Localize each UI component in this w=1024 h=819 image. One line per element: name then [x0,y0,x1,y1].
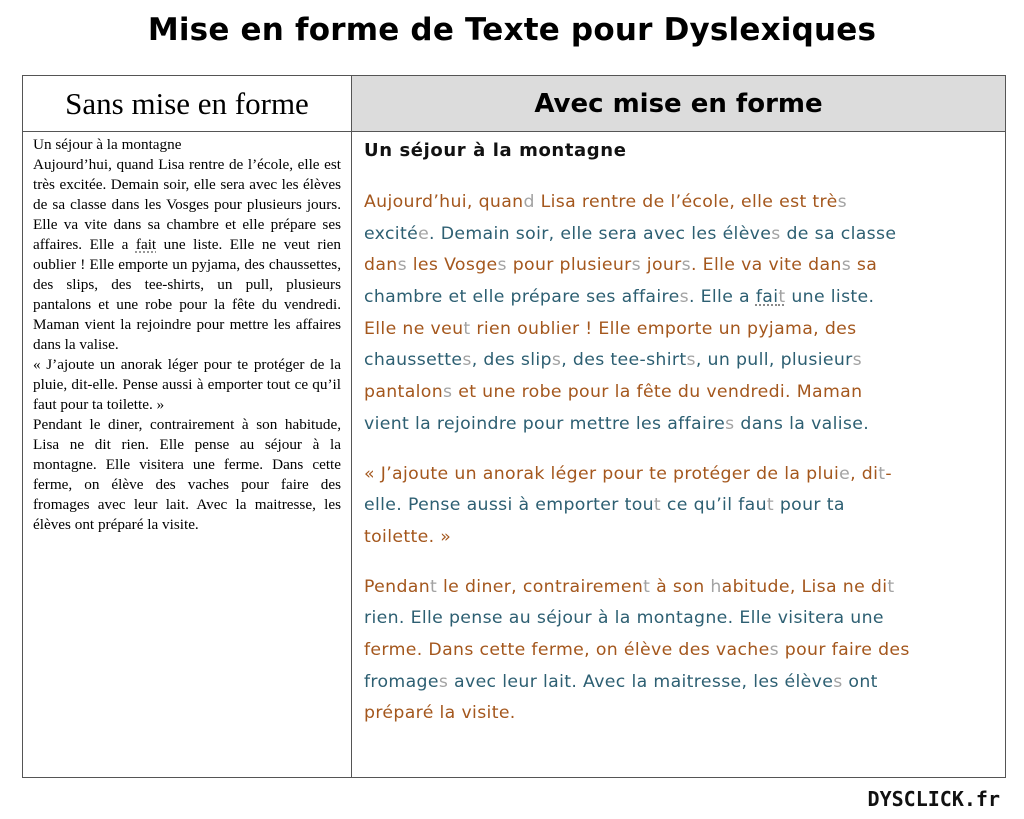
paragraph-1-text-start: Aujourd’hui, quand Lisa rentre de l’école, elle est très excitée. Demain soir, elle sera avec les élèves de sa classe dans les Vosges pour plusieurs jours. Elle va vite dans sa chambre et elle prépare ses affaires. Elle a [33,156,341,253]
silent-letter: d [523,192,535,212]
brand-footer: DYSCLICK.fr [867,787,1000,811]
text-segment: chambre et elle prépare ses affaire [364,287,680,308]
text-segment: . Elle a [688,287,756,308]
formatted-line [364,635,995,667]
text-segment: pour faire des [778,639,910,660]
text-segment: ferme. Dans cette ferme, on élève des vache [364,639,770,660]
silent-letter: s [837,192,847,212]
unformatted-paragraph-1 [33,155,341,355]
silent-letter: t [463,318,471,339]
unformatted-paragraph-2: « J’ajoute un anorak léger pour te protéger de la pluie, dit-elle. Pense aussi à emporter tout ce qu’il faut pour ta toilette. » [33,356,341,413]
silent-letter: s [443,382,453,403]
formatted-line [364,603,995,635]
text-segment: , un pull, plusieur [695,350,853,371]
formatted-story-title: Un séjour à la montagne [364,140,627,161]
text-segment: ont [842,671,878,692]
text-segment: les Vosge [406,255,498,276]
text-segment: - [885,463,892,484]
text-segment: une liste. [785,287,875,308]
formatted-line [364,345,995,377]
text-segment: pour plusieur [506,255,632,276]
text-segment: fai [755,287,779,308]
silent-letter: t [878,463,886,484]
formatted-line [364,572,995,604]
unformatted-text-column [23,132,352,777]
silent-letter: s [462,350,472,371]
silent-letter: t [887,576,895,597]
text-segment: de sa classe [780,223,897,244]
text-segment: abitude, Lisa ne di [721,576,888,597]
text-segment: rien oublier ! Elle emporte un pyjama, des [470,318,857,339]
page-title: Mise en forme de Texte pour Dyslexiques [147,12,877,48]
text-segment: fromage [364,671,439,692]
silent-letter: s [497,255,507,276]
text-segment: vient la rejoindre pour mettre les affaire [364,413,726,434]
text-segment: rien. Elle pense au séjour à la montagne. Elle visitera une [364,608,884,629]
text-segment: . Demain soir, elle sera avec les élève [429,223,772,244]
formatted-paragraph-2 [364,459,995,554]
silent-letter: s [438,671,449,692]
text-segment: toilette. » [364,526,452,547]
text-segment: elle. Pense aussi à emporter tou [364,495,654,516]
formatted-line [364,250,995,282]
text-segment: le diner, contrairemen [437,576,644,597]
text-segment: Lisa rentre de l’école, elle est trè [534,192,838,212]
formatted-line [364,314,995,346]
silent-letter: s [725,413,735,434]
unformatted-paragraph-3: Pendant le diner, contrairement à son habitude, Lisa ne dit rien. Elle pense au séjour à la montagne. Elle visitera une ferme. Dans cette ferme, on élève des vaches pour faire des fromages avec leur lait. Avec la maitresse, les élèves ont préparé la visite. [33,416,341,533]
text-segment: et une robe pour la fête du vendredi. Maman [452,382,863,403]
text-segment: ce qu’il fau [661,495,767,516]
formatted-paragraph-1 [364,187,995,441]
formatted-paragraphs [364,187,995,730]
text-segment: Elle ne veu [364,318,464,339]
silent-letter: t [643,576,651,597]
underlined-word: fait [135,236,157,253]
formatted-text-column [352,132,1005,777]
silent-letter: t [430,576,438,597]
silent-letter: t [653,495,662,516]
text-segment: pour ta [774,495,845,516]
formatted-line [364,282,995,314]
silent-letter: s [852,350,862,371]
silent-letter: s [686,350,696,371]
formatted-line [364,187,995,219]
silent-letter: s [679,287,689,308]
silent-letter: t [778,287,786,308]
comparison-table [22,75,1006,778]
text-segment: , des tee-shirt [561,350,687,371]
text-segment: préparé la visite. [364,703,516,724]
silent-letter: s [681,255,691,276]
text-segment: . Elle va vite dan [691,255,842,276]
silent-letter: s [841,255,852,276]
text-segment: , di [850,463,879,484]
silent-letter: s [551,350,562,371]
formatted-line [364,522,995,554]
paragraph-1-text-end: une liste. Elle ne veut rien oublier ! Elle emporte un pyjama, des chaussettes, des slips, des tee-shirts, un pull, plusieurs pantalons et une robe pour la fête du vendredi. Maman vient la rejoindre pour mettre les affaires dans la valise. [33,236,341,353]
unformatted-story-title: Un séjour à la montagne [33,136,182,153]
silent-letter: s [771,223,781,244]
text-segment: dans la valise. [734,413,870,434]
header-without-formatting: Sans mise en forme [23,76,352,132]
text-segment: avec leur lait. Avec la maitresse, les élève [448,671,834,692]
silent-letter: e [418,223,430,244]
formatted-line [364,377,995,409]
silent-letter: h [710,576,722,597]
silent-letter: s [769,639,779,660]
silent-letter: e [839,463,851,484]
text-segment: Pendan [364,576,431,597]
silent-letter: s [631,255,641,276]
formatted-line [364,698,995,730]
text-segment: « J’ajoute un anorak léger pour te protéger de la plui [364,463,840,484]
formatted-line [364,490,995,522]
formatted-line [364,409,995,441]
formatted-line [364,667,995,699]
formatted-line [364,219,995,251]
silent-letter: t [766,495,775,516]
text-segment: dan [364,255,398,276]
text-segment: chaussette [364,350,463,371]
text-segment: à son [650,576,711,597]
text-segment: excité [364,223,419,244]
text-segment: , des slip [471,350,552,371]
formatted-paragraph-3 [364,572,995,730]
silent-letter: s [397,255,407,276]
text-segment: jour [640,255,682,276]
text-segment: Aujourd’hui, quan [364,192,524,212]
text-segment: sa [851,255,878,276]
header-with-formatting: Avec mise en forme [352,76,1005,132]
text-segment: pantalon [364,382,444,403]
formatted-line [364,459,995,491]
silent-letter: s [833,671,843,692]
